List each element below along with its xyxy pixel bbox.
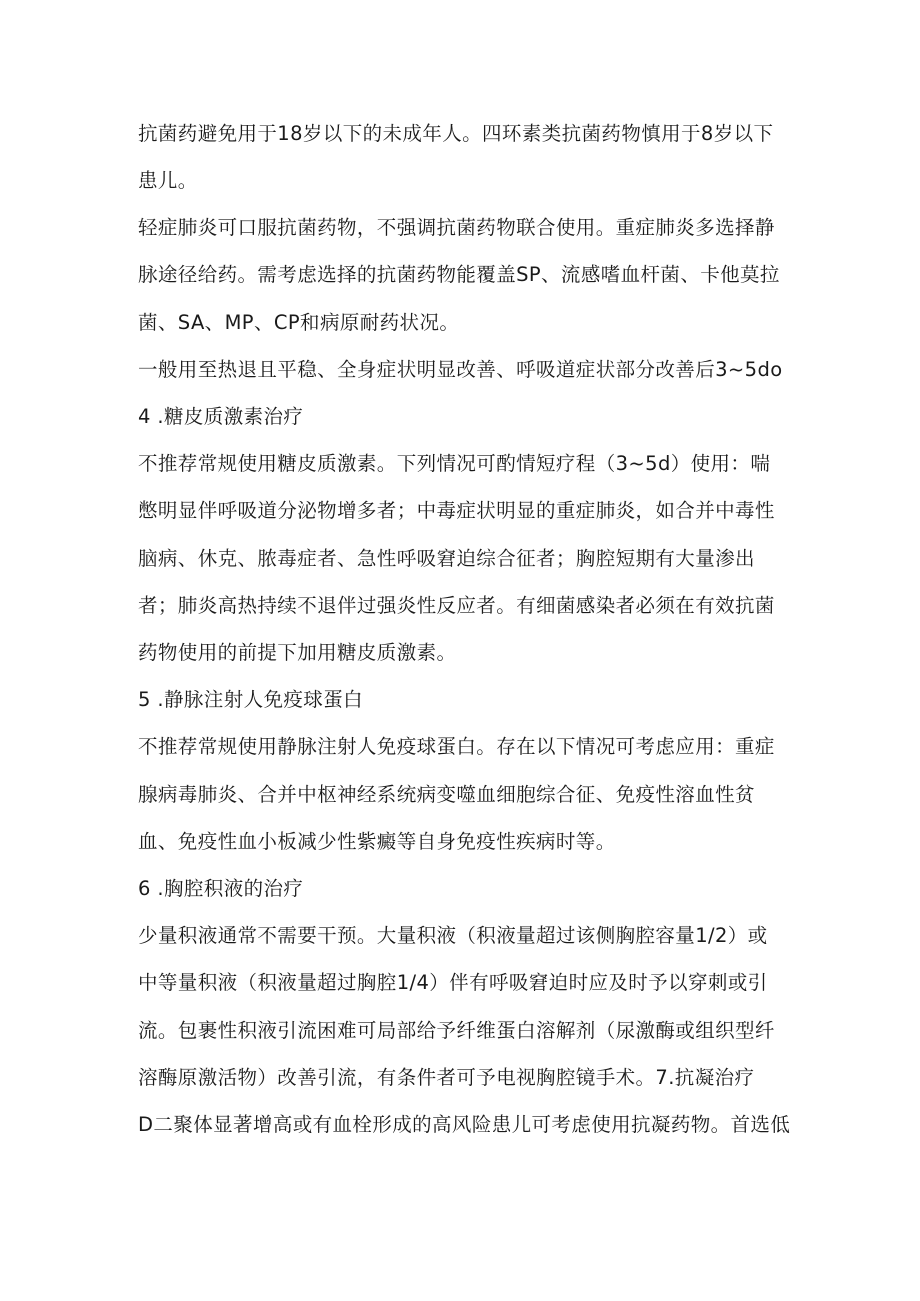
text-line-16: 血、免疫性血小板减少性紫癜等自身免疫性疾病时等。 [138,830,616,853]
text-line-14: 不推荐常规使用静脉注射人免疫球蛋白。存在以下情况可考虑应用：重症 [138,735,775,758]
text-line-18: 少量积液通常不需要干预。大量积液（积液量超过该侧胸腔容量1/2）或 [138,924,768,947]
section-heading-4: 4 .糖皮质激素治疗 [138,405,304,428]
text-line-4: 脉途径给药。需考虑选择的抗菌药物能覆盖SP、流感嗜血杆菌、卡他莫拉 [138,263,780,286]
text-line-12: 药物使用的前提下加用糖皮质激素。 [138,641,457,664]
text-line-6: 一般用至热退且平稳、全身症状明显改善、呼吸道症状部分改善后3~5do [138,358,783,381]
text-line-9: 憋明显伴呼吸道分泌物增多者；中毒症状明显的重症肺炎，如合并中毒性 [138,499,775,522]
text-line-20: 流。包裹性积液引流困难可局部给予纤维蛋白溶解剂（尿激酶或组织型纤 [138,1019,775,1042]
text-line-2: 患儿。 [138,169,198,192]
text-line-11: 者；肺炎高热持续不退伴过强炎性反应者。有细菌感染者必须在有效抗菌 [138,594,775,617]
text-line-10: 脑病、休克、脓毒症者、急性呼吸窘迫综合征者；胸腔短期有大量渗出 [138,547,755,570]
text-line-5: 菌、SA、MP、CP和病原耐药状况。 [138,311,460,334]
text-line-19: 中等量积液（积液量超过胸腔1/4）伴有呼吸窘迫时应及时予以穿刺或引 [138,971,768,994]
section-heading-5: 5 .静脉注射人免疫球蛋白 [138,688,364,711]
text-line-1: 抗菌药避免用于18岁以下的未成年人。四环素类抗菌药物慎用于8岁以下 [138,122,774,145]
section-heading-6: 6 .胸腔积液的治疗 [138,877,304,900]
text-line-3: 轻症肺炎可口服抗菌药物，不强调抗菌药物联合使用。重症肺炎多选择静 [138,216,775,239]
text-line-15: 腺病毒肺炎、合并中枢神经系统病变噬血细胞综合征、免疫性溶血性贫 [138,783,755,806]
text-line-21: 溶酶原激活物）改善引流，有条件者可予电视胸腔镜手术。7.抗凝治疗 [138,1066,755,1089]
text-line-8: 不推荐常规使用糖皮质激素。下列情况可酌情短疗程（3~5d）使用：喘 [138,452,771,475]
text-line-22: D二聚体显著增高或有血栓形成的高风险患儿可考虑使用抗凝药物。首选低 [138,1113,791,1136]
